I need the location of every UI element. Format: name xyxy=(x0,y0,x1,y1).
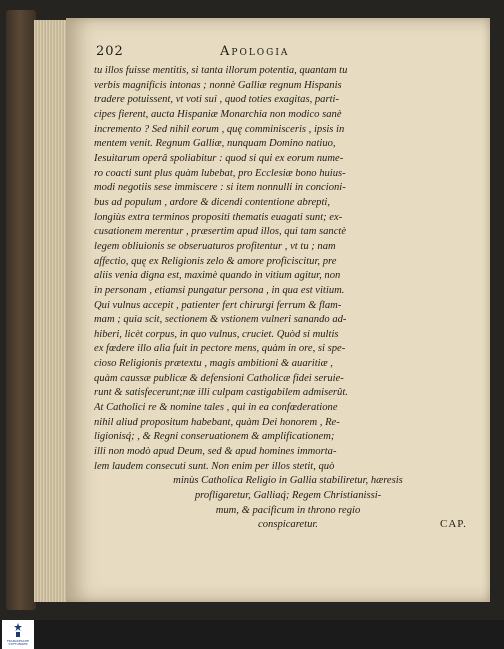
text-line: profligaretur, Galliaq́; Regem Christianissi- xyxy=(194,490,382,502)
text-line: tu illos fuisse mentitis, si tanta illorum potentia, quantam tu xyxy=(94,65,348,76)
library-logo-text: FRANCKESCHE STIFTUNGEN xyxy=(6,639,30,647)
text-line: bus ad populum , ardore & dicendi contentione abrepti, xyxy=(94,196,330,208)
text-line: quàm caussæ publicæ & defensioni Catholicæ fidei seruie- xyxy=(94,372,344,384)
book-binding xyxy=(6,10,36,610)
viewer-footer xyxy=(0,620,504,649)
page-body-text xyxy=(94,64,482,533)
text-line: legem obliuionis se obseruaturos profitentur , vt tu ; nam xyxy=(94,240,336,252)
running-head: Apologia xyxy=(220,44,290,59)
coat-of-arms-icon xyxy=(13,623,23,638)
text-line: modi negotiis sese immiscere : si item nonnulli in concioni- xyxy=(94,182,346,194)
text-line: mum, & pacificum in throno regio xyxy=(215,504,361,516)
text-line: ex fœdere illo alia fuit in pectore mens, quàm in ore, si spe- xyxy=(94,343,346,355)
text-line: nihil aliud propositum habebant, quàm Dei honorem , Re- xyxy=(94,416,340,428)
page-header xyxy=(96,44,346,60)
text-line: Qui vulnus accepit , patienter fert chirurgi ferrum & flam- xyxy=(94,299,342,311)
text-line: longiùs extra terminos propositi thematis euagati sunt; ex- xyxy=(94,211,343,223)
text-line: mentem venit. Regnum Galliæ, nunquam Domino natiuo, xyxy=(94,138,336,150)
text-line: cioso Religionis prætextu , magis ambitioni & auaritiæ , xyxy=(94,358,333,370)
text-line: hiberi, licèt corpus, in quo vulnus, cruciet. Quòd si multis xyxy=(94,328,339,340)
text-line: lem laudem consecuti sunt. Non enim per illos stetit, quò xyxy=(94,460,335,472)
text-line: tradere potuissent, vt voti sui , quod toties exagitas, parti- xyxy=(94,94,340,106)
text-line: ligionisq́; , & Regni conseruationem & amplificationem; xyxy=(94,431,335,443)
text-line: conspicaretur. xyxy=(258,519,318,531)
text-line: Iesuitarum operâ spoliabitur : quod si qui ex eorum nume- xyxy=(94,152,344,164)
library-logo[interactable] xyxy=(2,620,34,649)
text-line: minùs Catholica Religio in Gallia stabiliretur, hæresis xyxy=(173,475,403,487)
text-line: illi non modò apud Deum, sed & apud homines immorta- xyxy=(94,446,337,458)
text-line: ro coacti sunt plus quàm lubebat, pro Ecclesiæ bono huius- xyxy=(94,167,346,179)
text-line: cusationem merentur , præsertim apud illos, qui tam sanctè xyxy=(94,226,347,238)
text-line: verbis magnificis intonas ; nonnè Galliæ regnum Hispanis xyxy=(94,79,342,91)
text-line: mam ; quia scit, sectionem & vstionem vulneri sanando ad- xyxy=(94,314,347,326)
text-line: runt & satisfecerunt;næ illi culpam castigabilem admiserût. xyxy=(94,387,348,399)
text-line: in personam , etiamsi pungatur persona , in qua est vitium. xyxy=(94,284,345,296)
catchword: CAP. xyxy=(440,518,467,530)
page-number: 202 xyxy=(96,44,124,59)
text-line: incremento ? Sed nihil eorum , quę comminisceris , ipsis in xyxy=(94,123,345,135)
text-line: At Catholici re & nomine tales , qui in ea confœderatione xyxy=(94,402,338,414)
text-line: aliis venia digna est, maximè quando in vitium agitur, non xyxy=(94,270,341,282)
page-edges xyxy=(34,20,68,602)
text-line: affectio, quę ex Religionis zelo & amore proficiscitur, pre xyxy=(94,255,337,267)
text-line: cipes fierent, aucta Hispaniæ Monarchia non modico sanè xyxy=(94,108,342,120)
